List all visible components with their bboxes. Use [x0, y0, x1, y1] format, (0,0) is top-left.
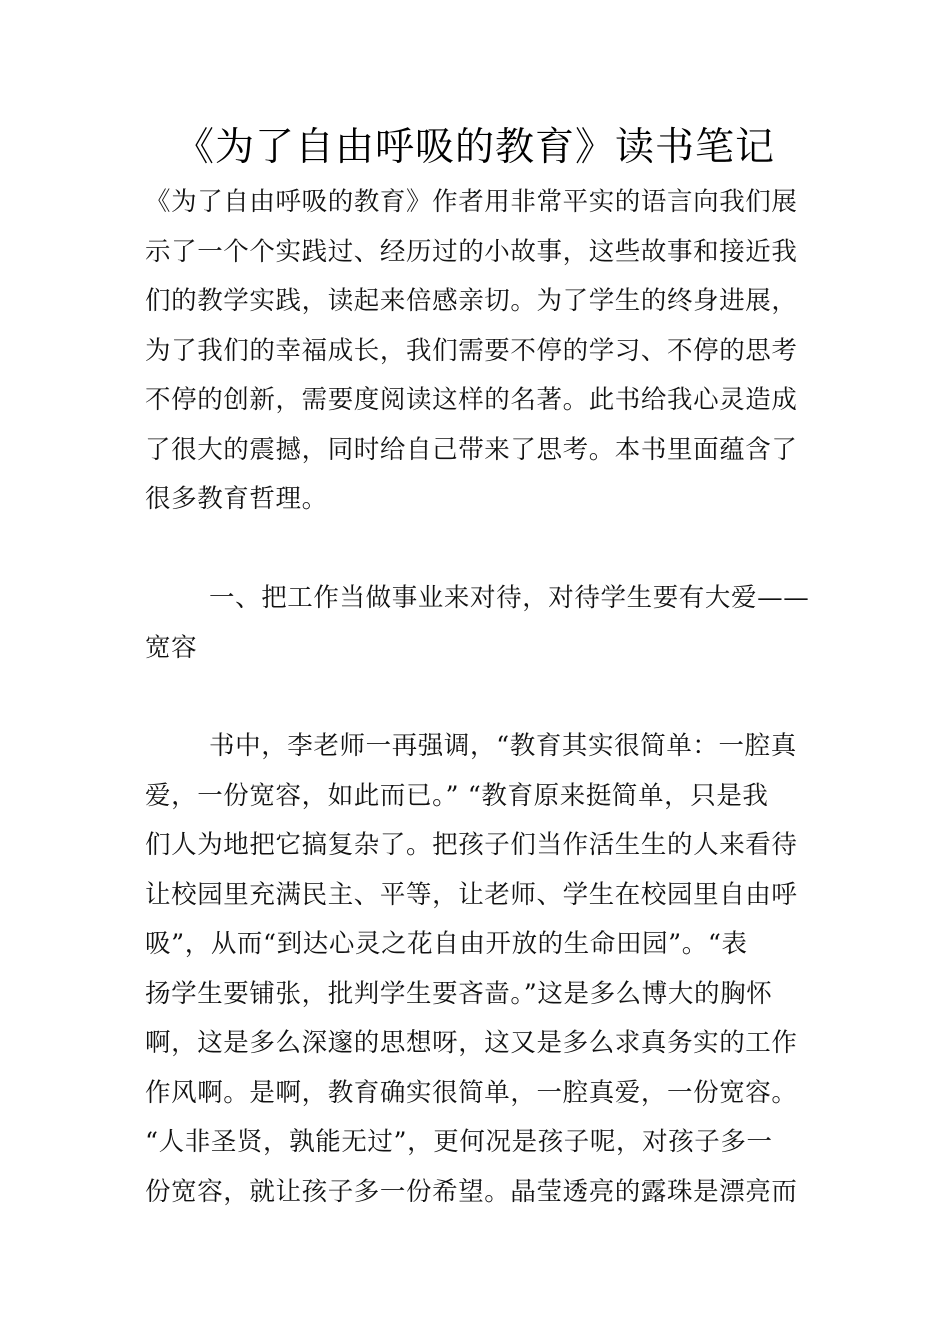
document-title: 《为了自由呼吸的教育》读书笔记 — [174, 125, 775, 170]
intro-line: 《为了自由呼吸的教育》作者用非常平实的语言向我们展 — [145, 187, 798, 217]
section-body-paragraph — [145, 722, 815, 1217]
section-heading-line: 一、把工作当做事业来对待，对待学生要有大爱—— — [209, 583, 810, 613]
intro-line: 们的教学实践，读起来倍感亲切。为了学生的终身进展， — [145, 286, 798, 316]
intro-line: 了很大的震撼，同时给自己带来了思考。本书里面蕴含了 — [145, 434, 798, 465]
intro-line: 很多教育哲理。 — [145, 484, 328, 514]
body-line: 们人为地把它搞复杂了。把孩子们当作活生生的人来看待 — [145, 830, 798, 860]
intro-line: 示了一个个实践过、经历过的小故事，这些故事和接近我 — [145, 236, 798, 267]
body-line: 啊，这是多么深邃的思想呀，这又是多么求真务实的工作 — [145, 1028, 798, 1058]
body-line: “人非圣贤，孰能无过”，更何况是孩子呢，对孩子多一 — [145, 1127, 773, 1157]
section-heading — [145, 574, 815, 673]
section-heading-line: 宽容 — [145, 632, 198, 663]
body-line: 作风啊。是啊，教育确实很简单，一腔真爱，一份宽容。 — [145, 1077, 798, 1108]
body-line: 吸”，从而“到达心灵之花自由开放的生命田园”。“表 — [145, 929, 748, 959]
body-line: 让校园里充满民主、平等，让老师、学生在校园里自由呼 — [145, 879, 798, 910]
body-line: 书中，李老师一再强调，“教育其实很简单：一腔真 — [209, 731, 797, 761]
body-line: 爱，一份宽容，如此而已。” “教育原来挺简单，只是我 — [145, 780, 769, 811]
body-line: 扬学生要铺张，批判学生要吝啬。”这是多么博大的胸怀 — [145, 978, 773, 1009]
intro-line: 为了我们的幸福成长，我们需要不停的学习、不停的思考 — [145, 335, 798, 366]
body-line: 份宽容，就让孩子多一份希望。晶莹透亮的露珠是漂亮而 — [145, 1176, 798, 1207]
intro-line: 不停的创新，需要度阅读这样的名著。此书给我心灵造成 — [145, 385, 798, 415]
intro-paragraph — [145, 178, 815, 525]
